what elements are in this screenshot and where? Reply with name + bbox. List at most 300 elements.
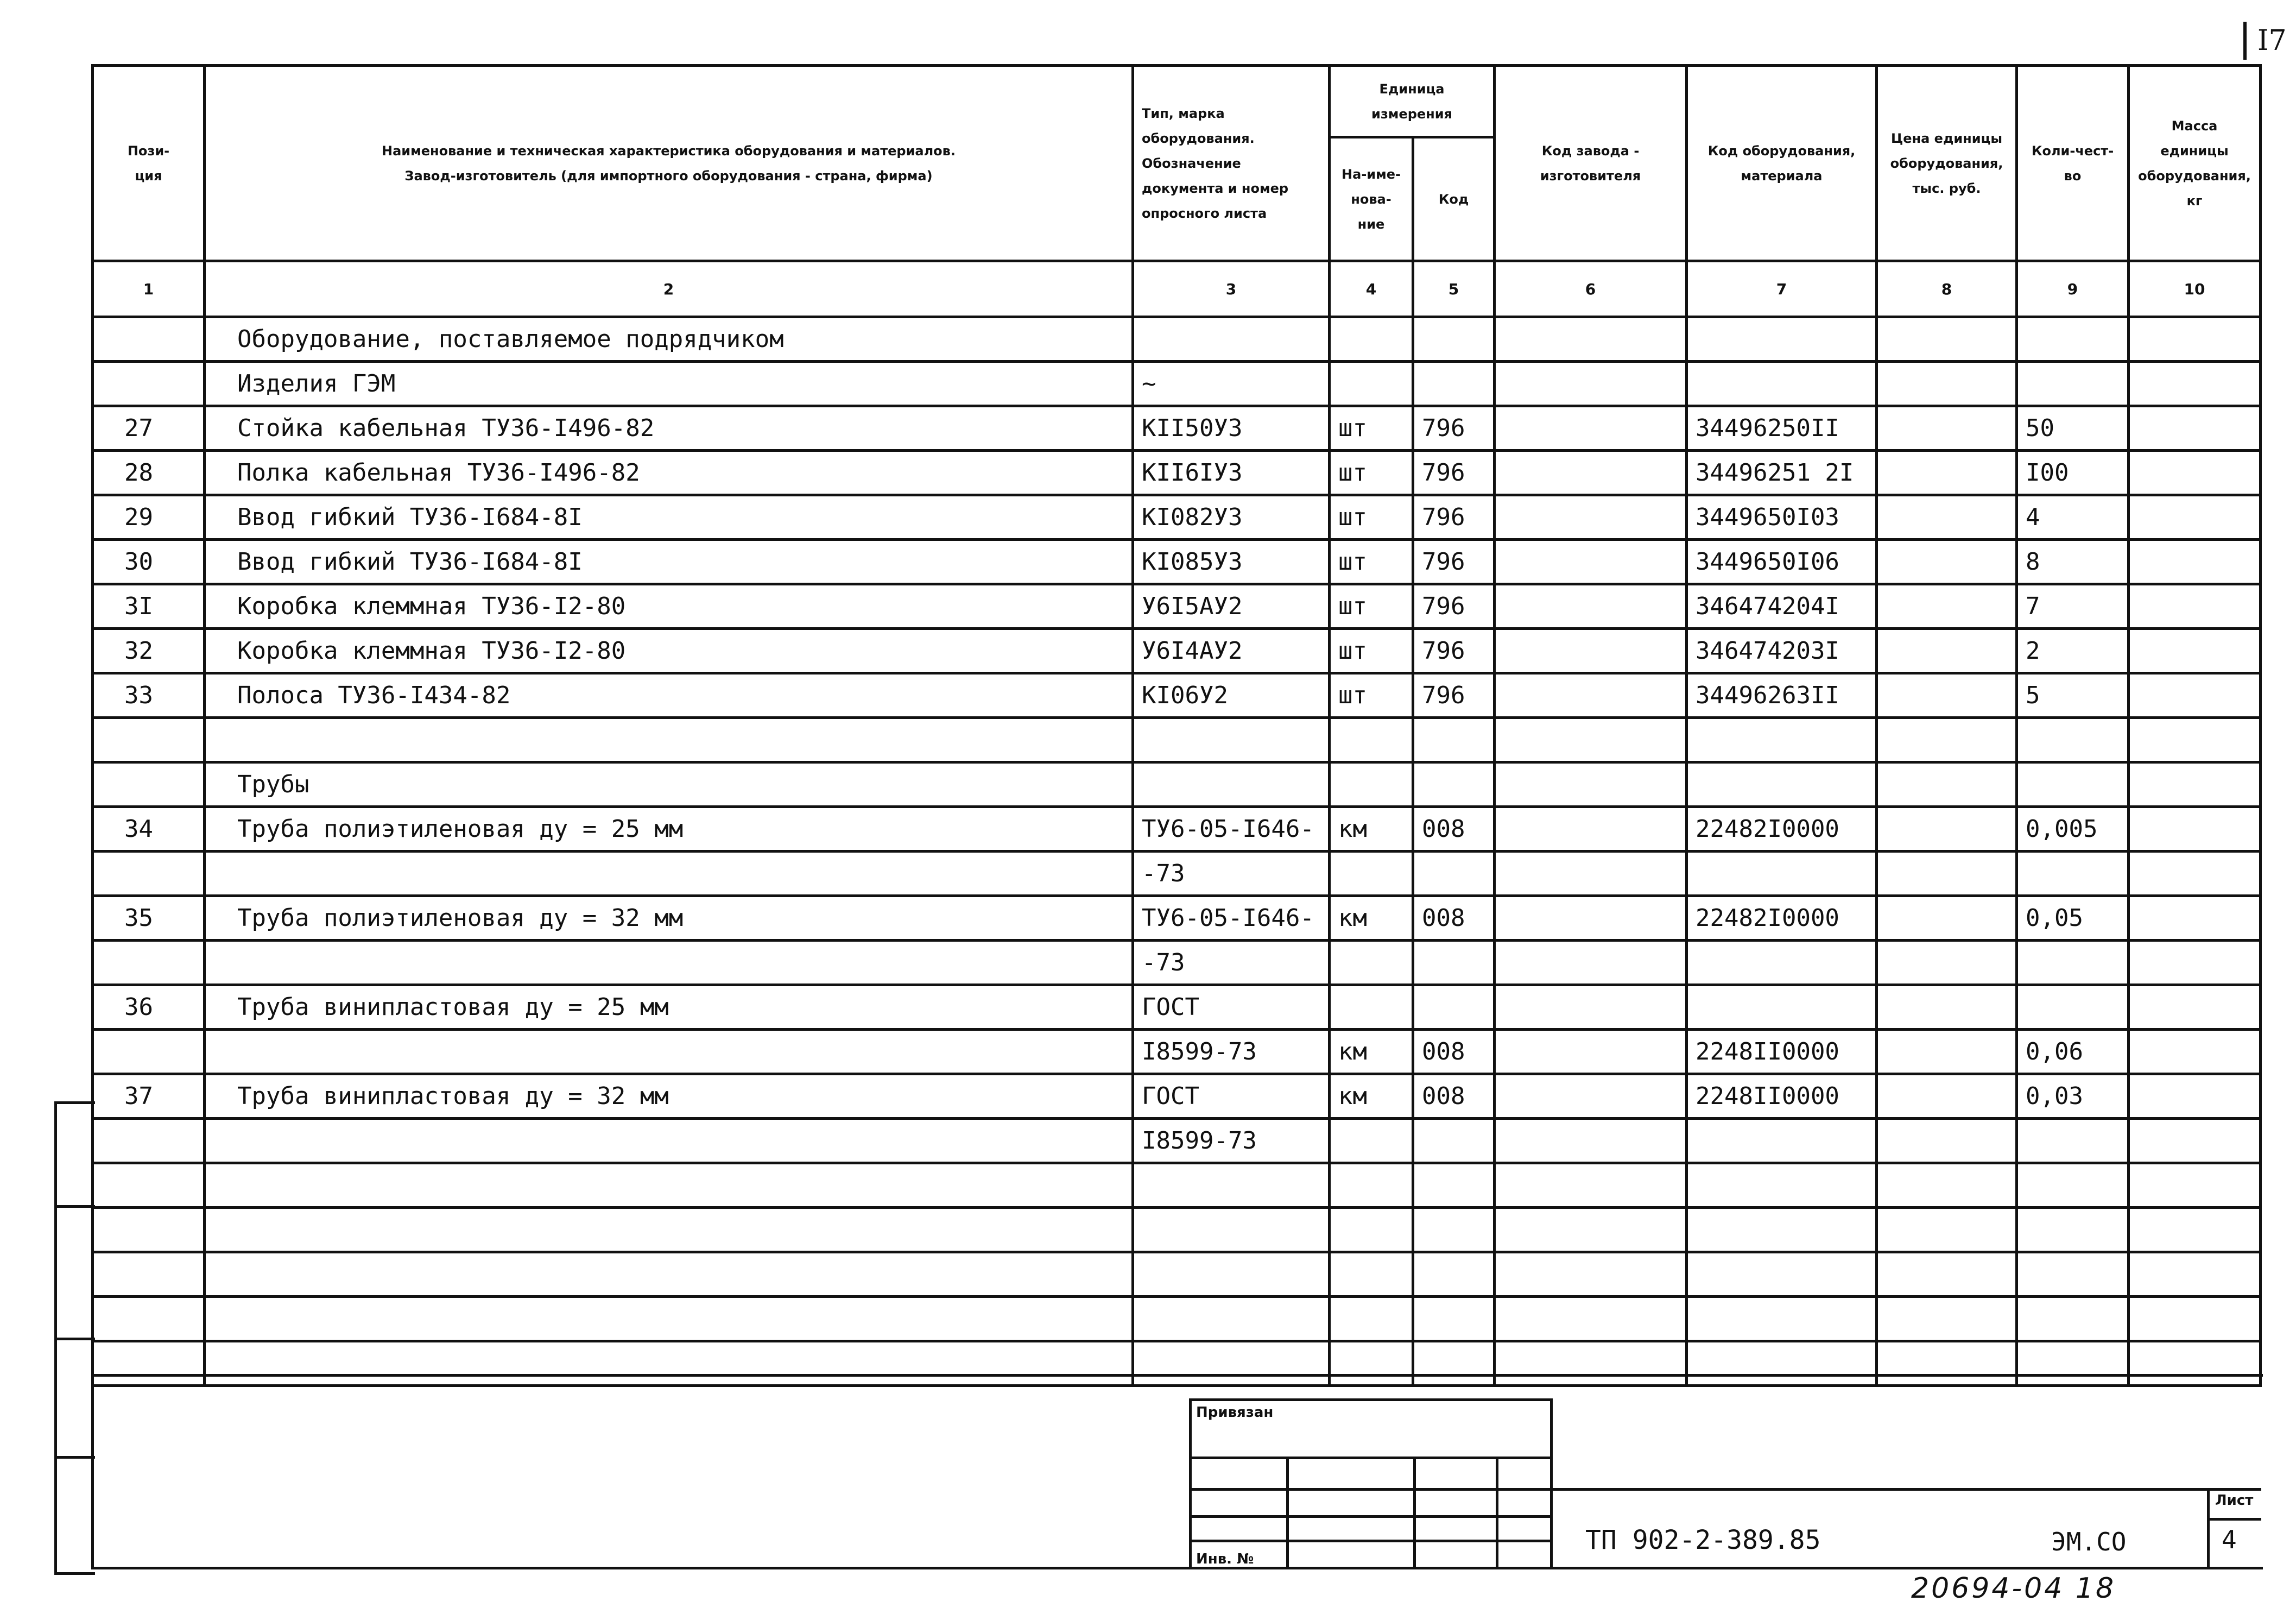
equipment-code-cell: 22482I0000 [1687,807,1877,852]
table-body [93,317,2261,1386]
unit-code-cell [1413,718,1495,762]
equipment-code-cell: 34496251 2I [1687,451,1877,495]
quantity-cell [2017,1208,2129,1252]
name-cell [205,1252,1133,1297]
quantity-cell: 8 [2017,540,2129,584]
factory-code-cell [1495,406,1687,451]
unit-code-cell [1413,317,1495,362]
type-cell: KI06У2 [1133,673,1330,718]
mass-cell [2129,584,2261,629]
position-cell: 3I [93,584,205,629]
mass-cell [2129,1163,2261,1208]
quantity-cell: I00 [2017,451,2129,495]
price-cell [1877,852,2017,896]
name-cell: Труба винипластовая ду = 25 мм [205,985,1133,1030]
name-cell: Стойка кабельная ТУ36-I496-82 [205,406,1133,451]
type-cell [1133,1341,1330,1386]
name-cell: Ввод гибкий ТУ36-I684-8I [205,540,1133,584]
column-number: 2 [205,261,1133,317]
unit-code-cell [1413,941,1495,985]
type-cell [1133,718,1330,762]
unit-cell [1330,1119,1413,1163]
mass-cell [2129,762,2261,807]
type-cell: ТУ6-05-I646- [1133,807,1330,852]
attachment-stamp [1189,1398,1553,1569]
type-cell: KI082У3 [1133,495,1330,540]
table-row [93,807,2261,852]
equipment-code-cell: 22482I0000 [1687,896,1877,941]
unit-code-cell [1413,1341,1495,1386]
name-cell: Изделия ГЭМ [205,362,1133,406]
table-row [93,495,2261,540]
price-cell [1877,451,2017,495]
unit-code-cell: 796 [1413,584,1495,629]
factory-code-cell [1495,362,1687,406]
equipment-code-cell: 3449650I06 [1687,540,1877,584]
table-row [93,584,2261,629]
factory-code-cell [1495,985,1687,1030]
equipment-code-cell [1687,362,1877,406]
price-cell [1877,629,2017,673]
equipment-code-cell [1687,1341,1877,1386]
position-cell [93,941,205,985]
position-cell [93,1341,205,1386]
column-number: 10 [2129,261,2261,317]
table-row [93,1341,2261,1386]
factory-code-cell [1495,718,1687,762]
price-cell [1877,941,2017,985]
quantity-cell [2017,1119,2129,1163]
name-cell: Трубы [205,762,1133,807]
name-cell: Коробка клеммная ТУ36-I2-80 [205,629,1133,673]
mass-cell [2129,1252,2261,1297]
header-name-line2: Завод-изготовитель (для импортного оборудования - страна, фирма) [404,168,933,184]
header-name-line1: Наименование и техническая характеристика оборудования и материалов. [382,143,956,159]
unit-code-cell: 008 [1413,1074,1495,1119]
type-cell [1133,1297,1330,1341]
factory-code-cell [1495,1297,1687,1341]
unit-cell [1330,718,1413,762]
price-cell [1877,985,2017,1030]
header-unit: Единица измерения [1330,66,1495,137]
header-factory-code: Код завода - изготовителя [1495,66,1687,261]
type-cell: -73 [1133,852,1330,896]
unit-code-cell: 008 [1413,807,1495,852]
factory-code-cell [1495,762,1687,807]
table-header [93,66,2261,317]
position-cell [93,1208,205,1252]
name-cell [205,1208,1133,1252]
mass-cell [2129,718,2261,762]
type-cell: У6I5АУ2 [1133,584,1330,629]
factory-code-cell [1495,495,1687,540]
table-row [93,985,2261,1030]
specification-table [91,64,2262,1387]
unit-code-cell [1413,852,1495,896]
unit-code-cell [1413,985,1495,1030]
name-cell [205,1341,1133,1386]
unit-code-cell [1413,762,1495,807]
header-unit-code: Код [1413,137,1495,261]
unit-cell [1330,852,1413,896]
equipment-code-cell: 346474204I [1687,584,1877,629]
unit-code-cell: 796 [1413,406,1495,451]
table-row [93,451,2261,495]
name-cell [205,1297,1133,1341]
unit-code-cell: 796 [1413,495,1495,540]
column-number: 6 [1495,261,1687,317]
column-number-row [93,261,2261,317]
position-cell: 29 [93,495,205,540]
unit-code-cell: 008 [1413,896,1495,941]
unit-code-cell: 796 [1413,673,1495,718]
column-number: 1 [93,261,205,317]
type-cell: KII6IУ3 [1133,451,1330,495]
price-cell [1877,584,2017,629]
document-code: ТП 902-2-389.85 [1585,1525,1821,1555]
position-cell: 32 [93,629,205,673]
price-cell [1877,540,2017,584]
type-cell [1133,1252,1330,1297]
unit-cell: шт [1330,540,1413,584]
type-cell: I8599-73 [1133,1119,1330,1163]
sheet-number: I7 [2243,22,2287,60]
mass-cell [2129,540,2261,584]
inventory-label: Инв. № [1196,1551,1254,1567]
equipment-code-cell: 346474203I [1687,629,1877,673]
quantity-cell [2017,762,2129,807]
factory-code-cell [1495,1208,1687,1252]
type-cell: ГОСТ [1133,985,1330,1030]
unit-cell: км [1330,896,1413,941]
equipment-code-cell: 34496263II [1687,673,1877,718]
list-label: Лист [2215,1492,2254,1509]
unit-cell: шт [1330,629,1413,673]
price-cell [1877,495,2017,540]
factory-code-cell [1495,584,1687,629]
factory-code-cell [1495,852,1687,896]
header-unit-name: На-име-нова-ние [1330,137,1413,261]
quantity-cell [2017,941,2129,985]
column-number: 9 [2017,261,2129,317]
quantity-cell: 0,03 [2017,1074,2129,1119]
table-row [93,1163,2261,1208]
equipment-code-cell [1687,941,1877,985]
column-number: 8 [1877,261,2017,317]
unit-cell [1330,317,1413,362]
position-cell [93,362,205,406]
price-cell [1877,1163,2017,1208]
unit-cell: шт [1330,584,1413,629]
type-cell: ~ [1133,362,1330,406]
table-row [93,896,2261,941]
name-cell: Коробка клеммная ТУ36-I2-80 [205,584,1133,629]
quantity-cell: 0,05 [2017,896,2129,941]
column-number: 4 [1330,261,1413,317]
unit-cell [1330,1297,1413,1341]
price-cell [1877,807,2017,852]
equipment-code-cell [1687,1163,1877,1208]
price-cell [1877,1030,2017,1074]
header-equipment-code: Код оборудования, материала [1687,66,1877,261]
factory-code-cell [1495,540,1687,584]
table-row [93,941,2261,985]
unit-cell [1330,1341,1413,1386]
equipment-code-cell: 34496250II [1687,406,1877,451]
position-cell [93,718,205,762]
quantity-cell [2017,362,2129,406]
price-cell [1877,1208,2017,1252]
factory-code-cell [1495,317,1687,362]
mass-cell [2129,362,2261,406]
column-number: 3 [1133,261,1330,317]
table-row [93,540,2261,584]
price-cell [1877,317,2017,362]
unit-code-cell [1413,1208,1495,1252]
quantity-cell [2017,317,2129,362]
unit-cell: шт [1330,495,1413,540]
price-cell [1877,406,2017,451]
table-row [93,362,2261,406]
position-cell [93,762,205,807]
quantity-cell [2017,1163,2129,1208]
type-cell: ТУ6-05-I646- [1133,896,1330,941]
factory-code-cell [1495,941,1687,985]
header-mass: Масса единицы оборудования, кг [2129,66,2261,261]
unit-cell [1330,362,1413,406]
equipment-code-cell [1687,1297,1877,1341]
position-cell: 35 [93,896,205,941]
factory-code-cell [1495,1119,1687,1163]
equipment-code-cell: 2248II0000 [1687,1074,1877,1119]
name-cell: Труба полиэтиленовая ду = 32 мм [205,896,1133,941]
quantity-cell [2017,985,2129,1030]
equipment-code-cell [1687,1252,1877,1297]
position-cell: 27 [93,406,205,451]
table-row [93,762,2261,807]
mass-cell [2129,1341,2261,1386]
position-cell [93,1252,205,1297]
price-cell [1877,1074,2017,1119]
price-cell [1877,1297,2017,1341]
name-cell [205,1163,1133,1208]
position-cell [93,852,205,896]
table-row [93,1297,2261,1341]
factory-code-cell [1495,1252,1687,1297]
table-bottom-line [91,1374,2263,1377]
mass-cell [2129,896,2261,941]
quantity-cell: 5 [2017,673,2129,718]
unit-cell: шт [1330,673,1413,718]
name-cell: Полоса ТУ36-I434-82 [205,673,1133,718]
unit-code-cell: 796 [1413,540,1495,584]
name-cell: Труба винипластовая ду = 32 мм [205,1074,1133,1119]
position-cell: 36 [93,985,205,1030]
type-cell: KII50У3 [1133,406,1330,451]
unit-cell: шт [1330,406,1413,451]
frame-bottom-line [91,1567,2263,1569]
quantity-cell [2017,1341,2129,1386]
unit-code-cell [1413,1163,1495,1208]
name-cell [205,718,1133,762]
mass-cell [2129,317,2261,362]
unit-code-cell: 796 [1413,629,1495,673]
table-row [93,317,2261,362]
factory-code-cell [1495,1030,1687,1074]
type-cell [1133,1208,1330,1252]
equipment-code-cell [1687,718,1877,762]
position-cell [93,1030,205,1074]
name-cell: Труба полиэтиленовая ду = 25 мм [205,807,1133,852]
factory-code-cell [1495,896,1687,941]
unit-cell [1330,1252,1413,1297]
position-cell [93,1119,205,1163]
attached-label: Привязан [1196,1404,1274,1421]
factory-code-cell [1495,1074,1687,1119]
unit-cell [1330,1163,1413,1208]
name-cell [205,852,1133,896]
name-cell: Ввод гибкий ТУ36-I684-8I [205,495,1133,540]
name-cell: Полка кабельная ТУ36-I496-82 [205,451,1133,495]
equipment-code-cell [1687,1208,1877,1252]
position-cell: 33 [93,673,205,718]
unit-cell: км [1330,1074,1413,1119]
quantity-cell: 7 [2017,584,2129,629]
quantity-cell [2017,1252,2129,1297]
unit-cell [1330,985,1413,1030]
name-cell [205,1030,1133,1074]
type-cell: I8599-73 [1133,1030,1330,1074]
price-cell [1877,1252,2017,1297]
table-row [93,406,2261,451]
equipment-code-cell [1687,317,1877,362]
header-quantity: Коли-чест-во [2017,66,2129,261]
factory-code-cell [1495,807,1687,852]
quantity-cell: 50 [2017,406,2129,451]
mass-cell [2129,495,2261,540]
unit-code-cell [1413,362,1495,406]
price-cell [1877,362,2017,406]
list-cell-line [2207,1518,2261,1521]
table-row [93,852,2261,896]
quantity-cell [2017,1297,2129,1341]
equipment-code-cell [1687,762,1877,807]
column-number: 5 [1413,261,1495,317]
unit-cell [1330,1208,1413,1252]
unit-cell: шт [1330,451,1413,495]
price-cell [1877,673,2017,718]
mass-cell [2129,406,2261,451]
mass-cell [2129,1208,2261,1252]
equipment-code-cell [1687,852,1877,896]
unit-cell [1330,941,1413,985]
mass-cell [2129,807,2261,852]
mass-cell [2129,1119,2261,1163]
factory-code-cell [1495,629,1687,673]
unit-code-cell [1413,1297,1495,1341]
unit-cell: км [1330,807,1413,852]
list-number: 4 [2222,1525,2237,1554]
mass-cell [2129,985,2261,1030]
type-cell [1133,1163,1330,1208]
mass-cell [2129,1030,2261,1074]
quantity-cell [2017,852,2129,896]
table-row [93,1119,2261,1163]
position-cell [93,1297,205,1341]
mass-cell [2129,941,2261,985]
type-cell [1133,762,1330,807]
name-cell [205,1119,1133,1163]
position-cell: 30 [93,540,205,584]
unit-cell [1330,762,1413,807]
quantity-cell [2017,718,2129,762]
type-cell [1133,317,1330,362]
type-cell: У6I4АУ2 [1133,629,1330,673]
equipment-code-cell: 2248II0000 [1687,1030,1877,1074]
position-cell: 37 [93,1074,205,1119]
equipment-code-cell [1687,985,1877,1030]
factory-code-cell [1495,451,1687,495]
quantity-cell: 2 [2017,629,2129,673]
unit-code-cell [1413,1119,1495,1163]
title-block-divider [2207,1488,2210,1569]
quantity-cell: 0,06 [2017,1030,2129,1074]
header-type: Тип, марка оборудования. Обозначение документа и номер опросного листа [1133,66,1330,261]
name-cell [205,941,1133,985]
mass-cell [2129,1297,2261,1341]
position-cell: 34 [93,807,205,852]
header-price: Цена единицы оборудования, тыс. руб. [1877,66,2017,261]
type-cell: ГОСТ [1133,1074,1330,1119]
side-stamp-tab [54,1101,95,1575]
unit-code-cell: 008 [1413,1030,1495,1074]
table-row [93,1208,2261,1252]
table-row [93,673,2261,718]
table-row [93,1074,2261,1119]
price-cell [1877,896,2017,941]
price-cell [1877,718,2017,762]
position-cell [93,317,205,362]
type-cell: KI085У3 [1133,540,1330,584]
table-row [93,718,2261,762]
price-cell [1877,1119,2017,1163]
unit-code-cell [1413,1252,1495,1297]
equipment-code-cell: 3449650I03 [1687,495,1877,540]
unit-cell: км [1330,1030,1413,1074]
name-cell: Оборудование, поставляемое подрядчиком [205,317,1133,362]
unit-code-cell: 796 [1413,451,1495,495]
mass-cell [2129,852,2261,896]
mass-cell [2129,629,2261,673]
column-number: 7 [1687,261,1877,317]
factory-code-cell [1495,673,1687,718]
equipment-code-cell [1687,1119,1877,1163]
title-block-top-line [1550,1488,2261,1491]
price-cell [1877,762,2017,807]
mass-cell [2129,1074,2261,1119]
archive-number: 20694-04 18 [1911,1572,2116,1605]
position-cell: 28 [93,451,205,495]
header-position: Пози- ция [93,66,205,261]
position-cell [93,1163,205,1208]
factory-code-cell [1495,1341,1687,1386]
price-cell [1877,1341,2017,1386]
table-row [93,1030,2261,1074]
header-name [205,66,1133,261]
quantity-cell: 4 [2017,495,2129,540]
factory-code-cell [1495,1163,1687,1208]
table-row [93,629,2261,673]
